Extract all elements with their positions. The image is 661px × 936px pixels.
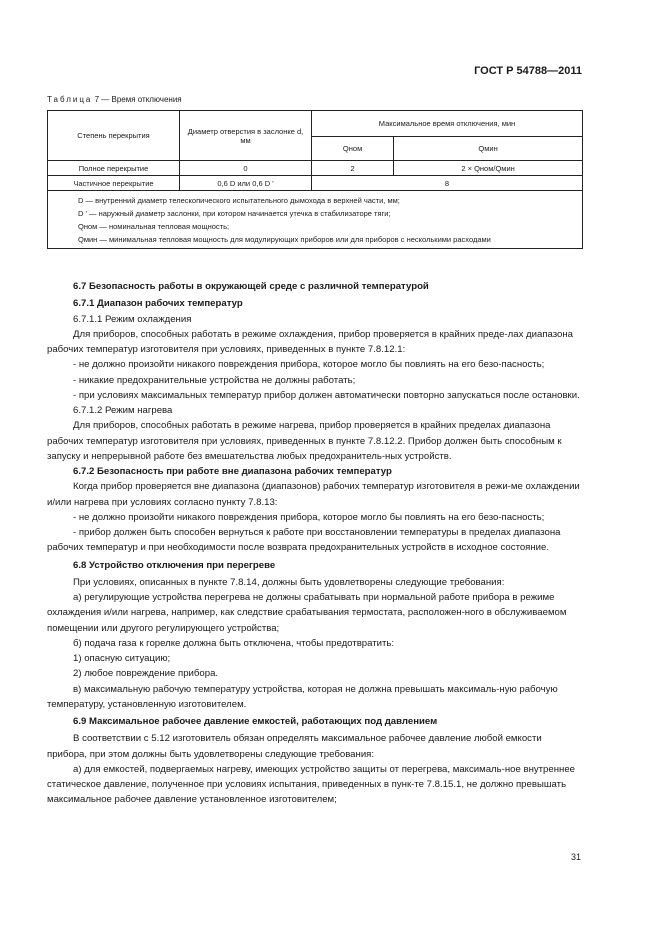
- heading-6-9: 6.9 Максимальное рабочее давление емкостей, работающих под давлением: [73, 716, 438, 727]
- table-cell: Полное перекрытие: [48, 161, 180, 176]
- table-cell: 2 × Qном/Qмин: [394, 161, 583, 176]
- list-item: - никакие предохранительные устройства не должны работать;: [73, 374, 356, 386]
- page-number: 31: [570, 852, 581, 862]
- note-q-nom: Qном — номинальная тепловая мощность;: [78, 222, 230, 231]
- header-hole-diameter: Диаметр отверстия в заслонке d, мм: [180, 111, 312, 161]
- note-d-prime: D ' — наружный диаметр заслонки, при котором начинается утечка в стабилизаторе тяги;: [78, 209, 391, 218]
- list-item: - не должно произойти никакого повреждения прибора, которое могло бы повлиять на его безо-пасность;: [73, 511, 545, 523]
- list-item: в) максимальную рабочую температуру устройства, которая не должна превышать максималь-ную рабочую температуру, установленную изготовителем.: [47, 683, 558, 710]
- list-item: б) подача газа к горелке должна быть отключена, чтобы предотвратить:: [73, 637, 395, 649]
- table-caption: [47, 95, 182, 104]
- table-cell: 0: [180, 161, 312, 176]
- header-overlap-degree: Степень перекрытия: [48, 111, 180, 161]
- shutdown-time-table: [47, 110, 583, 249]
- table-caption-title: 7 — Время отключения: [92, 95, 182, 104]
- note-q-min: Qмин — минимальная тепловая мощность для модулирующих приборов или для приборов с несколькими расходами: [78, 235, 491, 244]
- heading-6-7-2: 6.7.2 Безопасность при работе вне диапазона рабочих температур: [73, 466, 392, 477]
- table-notes-row: [48, 191, 583, 249]
- paragraph: В соответствии с 5.12 изготовитель обязан определять максимальное рабочее давление любой емкости прибора, при этом должны быть удовлетворены следующие требования:: [47, 733, 542, 760]
- paragraph: Когда прибор проверяется вне диапазона (диапазонов) рабочих температур изготовителя в режи-ме охлаждении и/или нагрева при условиях согласно пункту 7.8.13:: [47, 481, 580, 508]
- body-text: [47, 277, 583, 808]
- paragraph: При условиях, описанных в пункте 7.8.14, должны быть удовлетворены следующие требования:: [73, 576, 505, 588]
- table-cell: 2: [312, 161, 394, 176]
- header-max-time: Максимальное время отключения, мин: [312, 111, 583, 137]
- list-item: - прибор должен быть способен вернуться к работе при восстановлении температуры в пределах диапазона рабочих температур и при необходимости после возврата предохранительных устройств в исходное состояние.: [47, 527, 561, 554]
- list-item: а) для емкостей, подвергаемых нагреву, имеющих устройство защиты от перегрева, максималь-ное внутреннее статическое давление, полученное при условиях испытания, приведенных в пунк-те 7.8.15.1, не должно превышать максимальное рабочее давление установленное изготовителем;: [47, 763, 575, 806]
- table-cell: 0,6 D или 0,6 D ': [180, 176, 312, 191]
- list-item: 2) любое повреждение прибора.: [73, 668, 219, 680]
- heading-6-7-1: 6.7.1 Диапазон рабочих температур: [73, 298, 243, 310]
- list-item: - при условиях максимальных температур прибор должен автоматически повторно запускаться после остановки.: [73, 389, 580, 401]
- table-caption-prefix: Таблица: [47, 95, 93, 104]
- list-item: а) регулирующие устройства перегрева не должны срабатывать при нормальной работе прибора в режиме охлаждения и/или нагрева, например, как следствие срабатывания термостата, расположен-ного в обслуживаемом помещении или другого регулирующего устройства;: [47, 592, 567, 634]
- paragraph: Для приборов, способных работать в режиме нагрева, прибор проверяется в крайних пределах диапазона рабочих температур изготовителя при условиях, приведенных в пункте 7.8.12.2. Прибор должен быть способным к запуску и непрерывной работе без вмешательства любых предохранитель-ных устройств.: [47, 420, 562, 462]
- table-cell: Частичное перекрытие: [48, 176, 180, 191]
- heading-6-7-1-2: 6.7.1.2 Режим нагрева: [73, 405, 173, 416]
- table-row: [48, 176, 583, 191]
- paragraph: Для приборов, способных работать в режиме охлаждения, прибор проверяется в крайних преде-лах диапазона рабочих температур изготовителя при условиях, приведенных в пункте 7.8.12.1:: [47, 328, 574, 355]
- note-d: D — внутренний диаметр телескопического испытательного дымохода в верхней части, мм;: [78, 196, 400, 205]
- table-cell: 8: [312, 176, 583, 191]
- heading-6-7-1-1: 6.7.1.1 Режим охлаждения: [73, 313, 192, 325]
- table-row: [48, 161, 583, 176]
- header-q-min: Qмин: [394, 137, 583, 161]
- heading-6-8: 6.8 Устройство отключения при перегреве: [73, 559, 276, 571]
- heading-6-7: 6.7 Безопасность работы в окружающей среде с различной температурой: [73, 281, 429, 292]
- document-code: ГОСТ Р 54788—2011: [474, 65, 582, 77]
- header-q-nom: Qном: [312, 137, 394, 161]
- table-notes: [48, 191, 583, 249]
- list-item: - не должно произойти никакого повреждения прибора, которое могло бы повлиять на его безо-пасность;: [73, 359, 545, 371]
- list-item: 1) опасную ситуацию;: [73, 653, 171, 664]
